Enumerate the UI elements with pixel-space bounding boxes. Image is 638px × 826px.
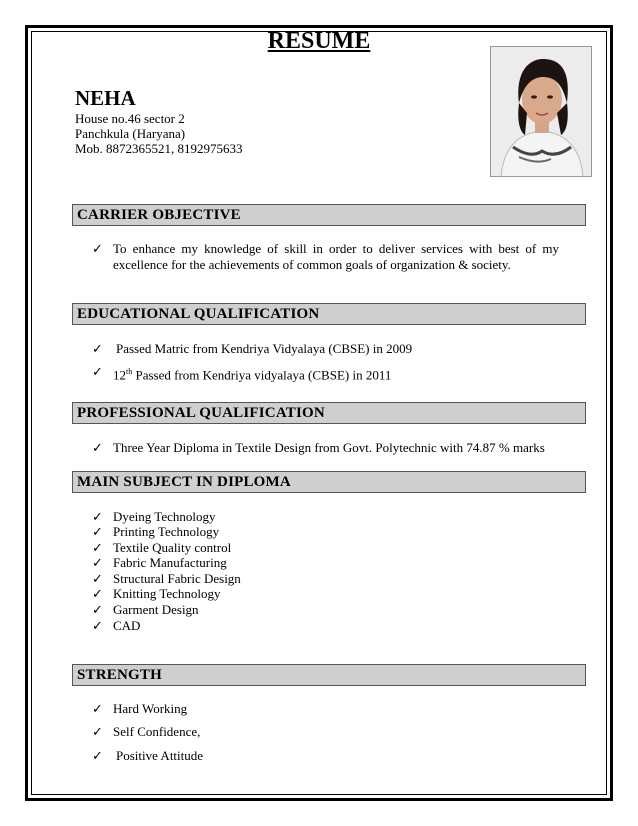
checkmark-icon: ✓ xyxy=(92,701,103,716)
diploma-item xyxy=(92,602,199,618)
diploma-subject: CAD xyxy=(113,618,141,633)
section-heading-strength: STRENGTH xyxy=(72,664,586,686)
checkmark-icon: ✓ xyxy=(92,509,103,524)
checkmark-icon: ✓ xyxy=(92,241,103,256)
checkmark-icon: ✓ xyxy=(92,748,103,763)
strength-item xyxy=(92,701,187,717)
grade-suffix: th xyxy=(126,367,133,376)
diploma-subject: Dyeing Technology xyxy=(113,509,216,524)
address-line-2: Panchkula (Haryana) xyxy=(75,126,186,141)
diploma-subject: Knitting Technology xyxy=(113,586,221,601)
diploma-item xyxy=(92,524,219,540)
diploma-subject: Fabric Manufacturing xyxy=(113,555,227,570)
checkmark-icon: ✓ xyxy=(92,524,103,539)
checkmark-icon: ✓ xyxy=(92,586,103,601)
diploma-item xyxy=(92,555,227,571)
diploma-item xyxy=(92,509,215,525)
checkmark-icon: ✓ xyxy=(92,440,103,455)
checkmark-icon: ✓ xyxy=(92,618,103,633)
checkmark-icon: ✓ xyxy=(92,540,103,555)
section-heading-professional: PROFESSIONAL QUALIFICATION xyxy=(72,402,586,424)
education-item xyxy=(92,364,391,383)
checkmark-icon: ✓ xyxy=(92,341,103,356)
education-text xyxy=(113,364,391,383)
resume-title: RESUME xyxy=(267,28,371,54)
diploma-subject: Printing Technology xyxy=(113,524,220,539)
section-heading-objective: CARRIER OBJECTIVE xyxy=(72,204,586,226)
diploma-subject: Textile Quality control xyxy=(113,540,232,555)
checkmark-icon: ✓ xyxy=(92,724,103,739)
checkmark-icon: ✓ xyxy=(92,602,103,617)
grade-number: 12 xyxy=(113,367,126,383)
strength-text: Self Confidence, xyxy=(113,724,201,739)
section-heading-diploma: MAIN SUBJECT IN DIPLOMA xyxy=(72,471,586,493)
strength-text: Hard Working xyxy=(113,701,188,716)
candidate-name: NEHA xyxy=(75,86,136,110)
strength-item xyxy=(92,748,203,764)
objective-item xyxy=(92,241,559,273)
strength-text: Positive Attitude xyxy=(116,748,204,763)
section-heading-education: EDUCATIONAL QUALIFICATION xyxy=(72,303,586,325)
strength-item xyxy=(92,724,200,740)
objective-text: To enhance my knowledge of skill in order to deliver services with best of my excellence for the achievements of common goals of organization & society. xyxy=(113,241,559,272)
phone-line: Mob. 8872365521, 8192975633 xyxy=(75,141,243,156)
address-line-1: House no.46 sector 2 xyxy=(75,111,185,126)
diploma-item xyxy=(92,571,241,587)
education-text-rest: Passed from Kendriya vidyalaya (CBSE) in 2011 xyxy=(132,367,392,383)
profile-photo xyxy=(490,46,592,177)
diploma-subject: Garment Design xyxy=(113,602,199,617)
checkmark-icon: ✓ xyxy=(92,364,103,379)
diploma-item xyxy=(92,540,231,556)
education-item xyxy=(92,341,412,357)
professional-text: Three Year Diploma in Textile Design from Govt. Polytechnic with 74.87 % marks xyxy=(113,440,545,455)
diploma-item xyxy=(92,618,140,634)
checkmark-icon: ✓ xyxy=(92,571,103,586)
diploma-item xyxy=(92,586,221,602)
checkmark-icon: ✓ xyxy=(92,555,103,570)
education-text: Passed Matric from Kendriya Vidyalaya (CBSE) in 2009 xyxy=(116,341,413,356)
diploma-subject: Structural Fabric Design xyxy=(113,571,241,586)
professional-item xyxy=(92,440,545,456)
